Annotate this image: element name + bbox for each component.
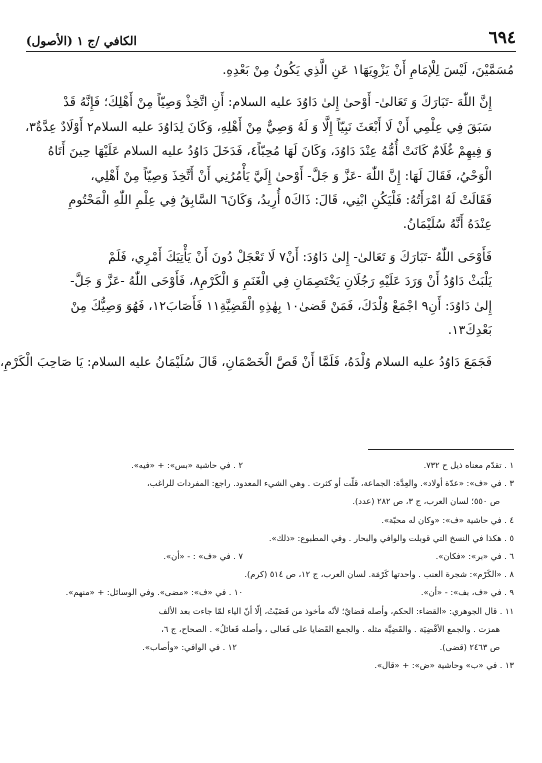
footnote: ٥ . هكذا في النسخ التي قوبلت والوافي والبحار . وفي المطبوع: «ذلك». [268,532,514,543]
footnote: ١٢ . في الوافي: «وأصاب». [142,642,237,653]
paragraph [34,245,514,343]
text-line: مُسَمَّيْنَ، لَيْسَ لِلْإمَامِ أَنْ يَزْوِيَهَا١ عَنِ الَّذِي يَكُونُ مِنْ بَعْدِهِ. [222,62,514,77]
paragraph [34,58,514,82]
footnote: ٩ . في «ف، بف»: - «أن». [420,587,514,598]
text-line: وَ فِيهِمْ غُلَامٌ كَانَتْ أُمُّهُ عِنْدَ دَاوُدَ، وَكَانَ لَهَا مُحِبّاً٤، فَدَخَلَ دَاوُدُ عليه السلام عَلَيْهَا حِينَ أَتَاهُ [47,143,492,159]
text-line: عِنْدَهُ أَنَّهُ سُلَيْمَانُ. [402,216,492,232]
text-line: فَقَالَتْ لَهُ امْرَأَتُهُ: فَلْيَكُنِ ابْنِي، قَالَ: ذَاكَ٥ أُرِيدُ، وَكَانَ٦ السَّابِقُ فِي عِلْمِ اللّٰهِ الْمَحْتُومِ [68,192,492,208]
footnote: ص ٥٥٠؛ لسان العرب، ج ٣، ص ٢٨٢ (عدد). [352,496,500,507]
footnote: ١ . تقدّم معناه ذيل ح ٧٣٢. [423,460,514,470]
paragraph [25,90,514,236]
text-line: فَجَمَعَ دَاوُدُ عليه السلام وُلْدَهُ، فَلَمَّا أَنْ قَصَّ الْخَصْمَانِ، قَالَ سُلَيْمَانُ عليه السلام: يَا صَاحِبَ الْكَرْمِ، [0,354,492,370]
text-line: بَعْدِكَ١٣. [447,322,492,338]
footnote: ٨ . «الكَرْم»: شجرة العنب . واحدتها كَرْمَة. لسان العرب، ج ١٢، ص ٥١٤ (كرم). [244,569,514,580]
footnote: ٤ . في حاشية «ف»: «وكان له محبّة». [381,514,514,525]
footnote-row [30,456,514,474]
footnote: ٦ . في «بر»: «فكان». [435,551,514,562]
text-line: فَأَوْحَى اللّٰهُ -تَبَارَكَ وَ تَعَالىٰ- إِلىٰ دَاوُدَ: أَنْ٧ لَا تَعْجَلْ دُونَ أَنْ يَأْتِيَكَ أَمْرِي، فَلَمْ [108,248,492,264]
footnote: همزت . والجمع الأقْضِيَة . والقَضِيَّة مثله . والجمع القَضايا على فَعالى ، وأصله فَعائلُ» . الصحاح، ج ٦، [161,623,500,634]
footnote: ٣ . في «ف»: «عدّة أولاد». والعِدَّة: الجماعة، قلّت أو كثرت . وهي الشيء المعدود. راجع: المفردات للراغب، [147,478,514,489]
page-number: ٦٩٤ [488,28,516,48]
footnote-separator [368,449,514,450]
text-line: يَلْبَثْ دَاوُدُ أَنْ وَرَدَ عَلَيْهِ رَجُلَانِ يَخْتَصِمَانِ فِي الْغَنَمِ وَ الْكَرْمِ٨، فَأَوْحَى اللّٰهُ -عَزَّ وَ جَلَّ- [70,273,492,289]
text-line: سَبَقَ فِي عِلْمِي أَنْ لَا أَبْعَثَ نَبِيّاً إِلَّا وَ لَهُ وَصِيٌّ مِنْ أَهْلِهِ، وَكَانَ لِدَاوُدَ عليه السلام٢ أَوْلَادٌ عِدَّةٌ٣، [25,118,492,134]
footnote: ١١ . قال الجوهري: «القضاء: الحكم، وأصله قضايٌ؛ لأنّه مأخوذ من قَضَيْتُ، إلّا أنّ الياء لمّا جاءت بعد الألف [158,605,514,616]
footnote-row [30,547,514,565]
footnote-row [30,638,514,656]
footnote: ٢ . في حاشية «بس»: + «فيه». [131,460,243,470]
text-line: إِنَّ اللّٰهَ -تَبَارَكَ وَ تَعَالىٰ- أَوْحىٰ إِلىٰ دَاوُدَ عليه السلام: أَنِ اتَّخِذْ وَصِيّاً مِنْ أَهْلِكَ؛ فَإِنَّهُ قَدْ [63,94,492,110]
footnote: ص ٢٤٦٣ (قضى). [439,642,500,653]
paragraph [0,350,514,374]
footnotes [30,456,514,674]
text-line: إِلىٰ دَاوُدَ: أَنِ٩ اجْمَعْ وُلْدَكَ، فَمَنْ قَضىٰ١٠ بِهٰذِهِ الْقَضِيَّةِ١١ فَأَصَابَ١٢، فَهُوَ وَصِيُّكَ مِنْ [70,297,492,313]
footnote: ١٣ . في «ب» وحاشية «ض»: + «قال». [374,660,514,671]
footnote: ٧ . في «ف» : - «أن». [163,551,243,562]
text-line: الْوَحْيُ، فَقَالَ لَهَا: إِنَّ اللّٰهَ -عَزَّ وَ جَلَّ- أَوْحىٰ إِلَيَّ يَأْمُرُنِي أَنْ أَتَّخِذَ وَصِيّاً مِنْ أَهْلِي، [90,167,492,183]
footnote-row [30,583,514,601]
running-head: الكافي /ج ١ (الأصول) [26,34,137,48]
main-text [0,58,514,383]
footnote: ١٠ . في «ف»: «مضى». وفي الوسائل: + «منهم». [65,587,243,598]
page-header [26,22,516,52]
